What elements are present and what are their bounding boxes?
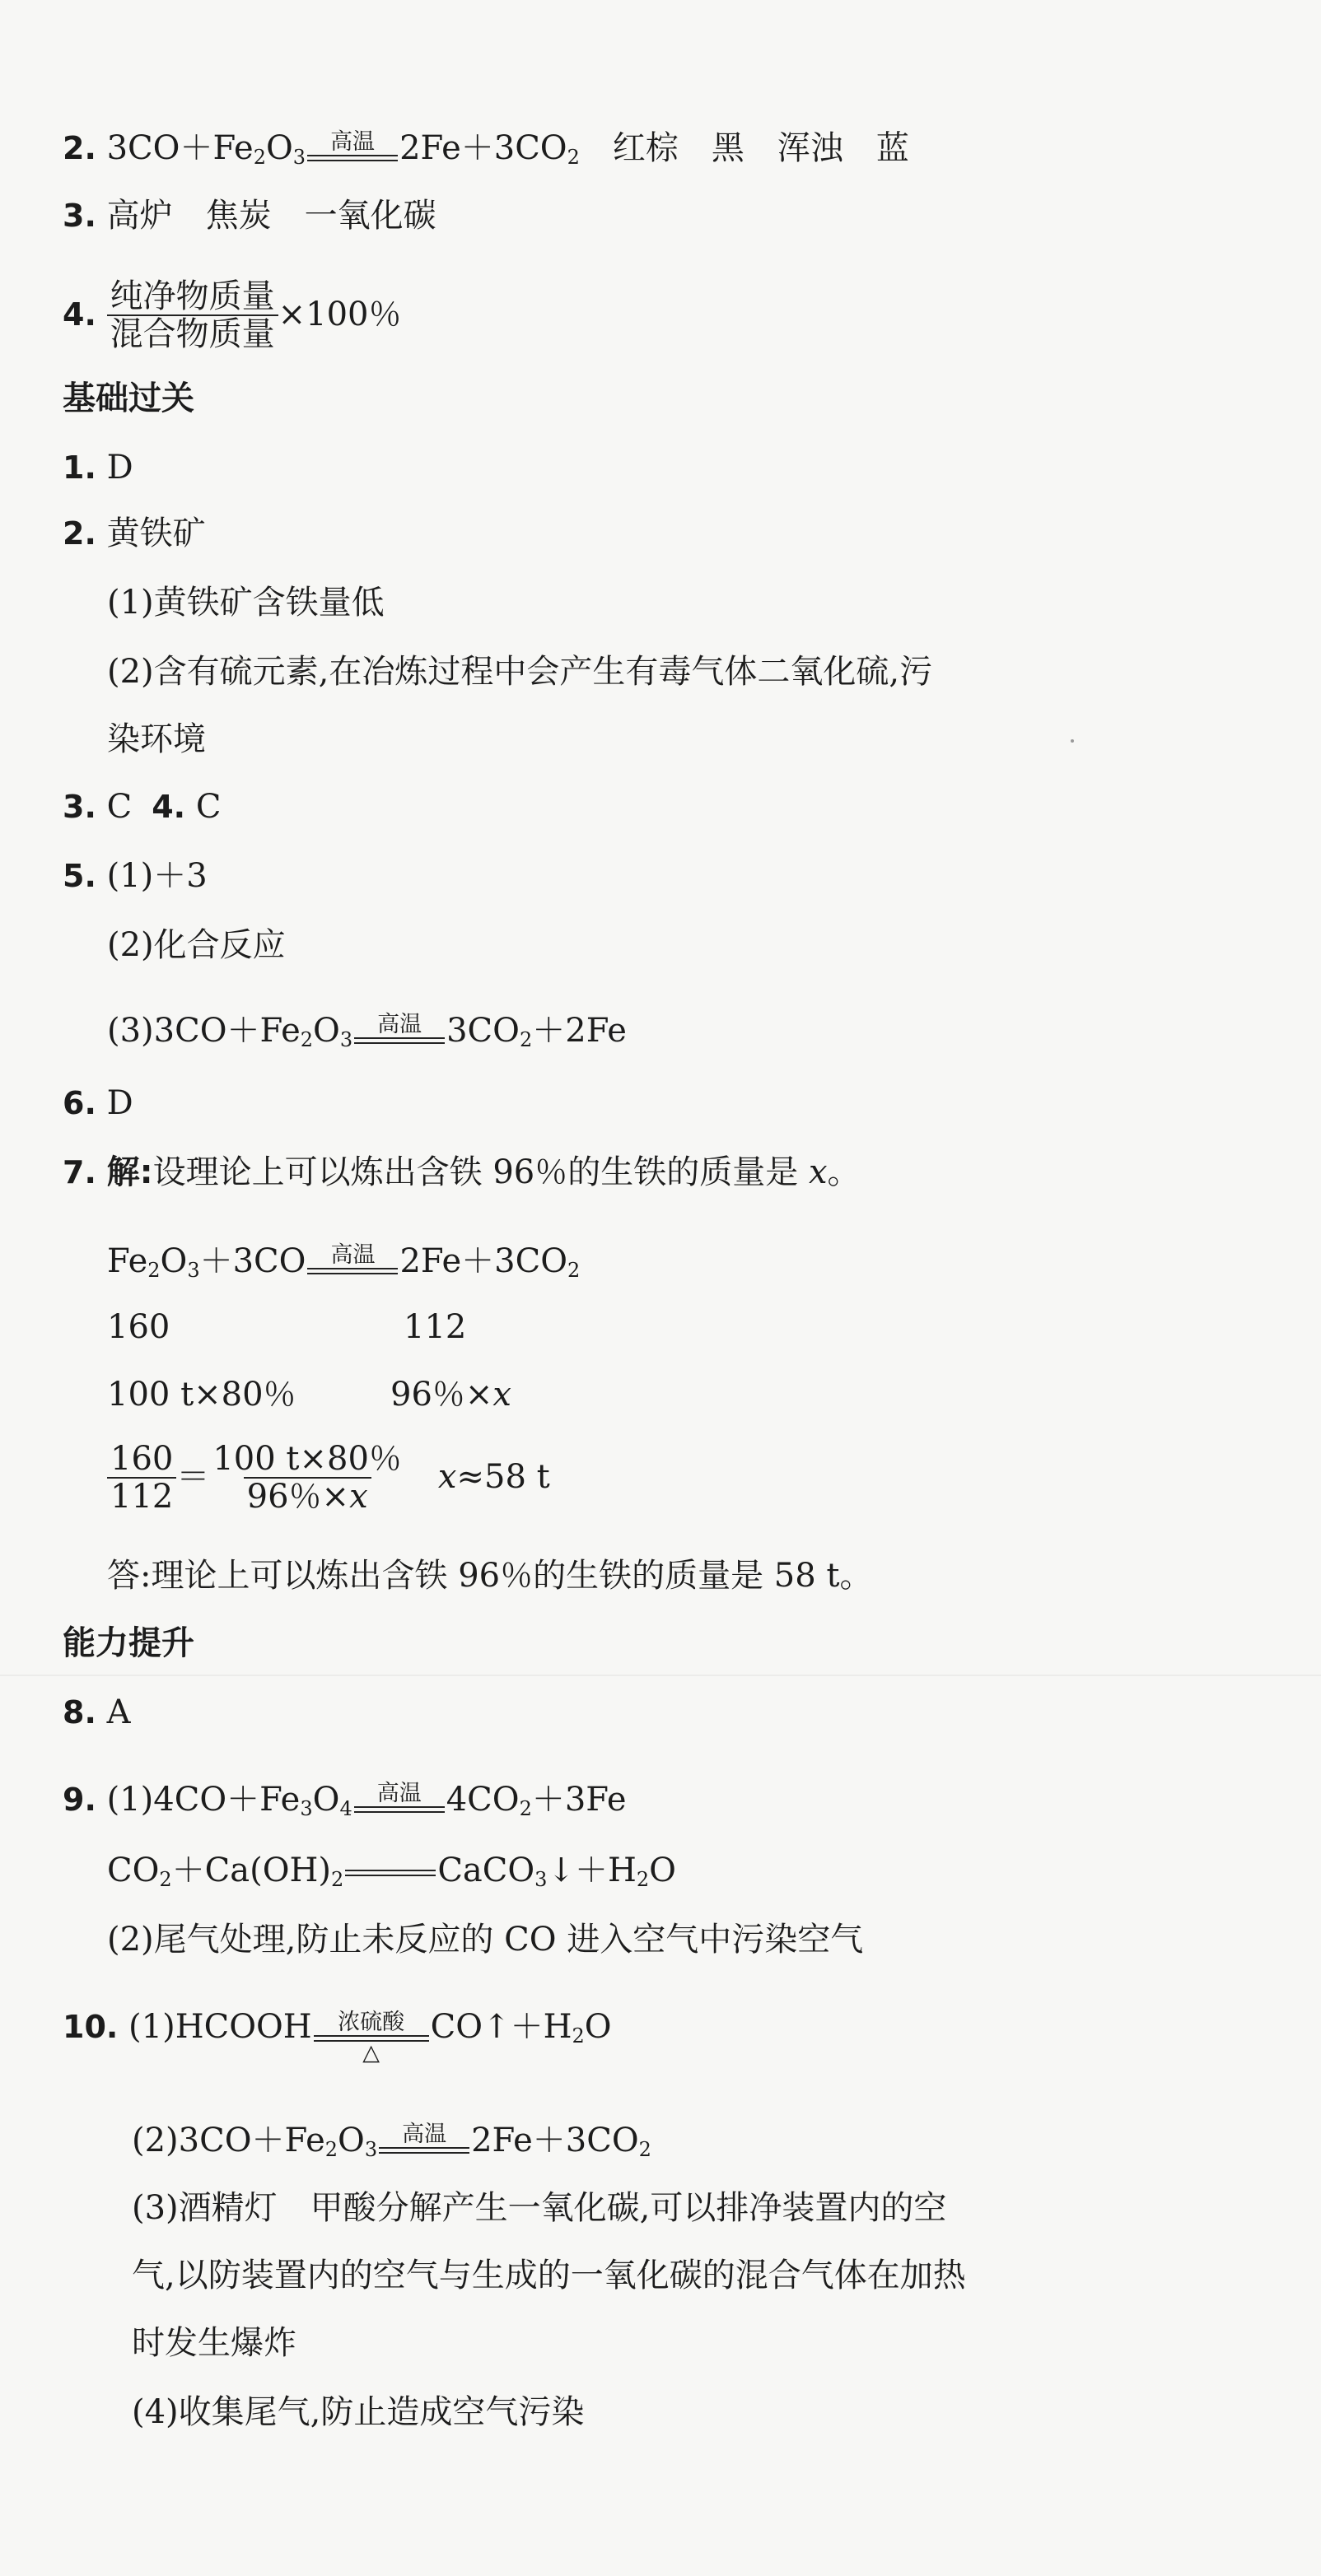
reaction-condition: 高温 (377, 1012, 422, 1037)
equation-text: (1)HCOOH (128, 2008, 312, 2046)
reaction-condition: 高温 (402, 2122, 447, 2147)
answer-4-line (63, 277, 402, 354)
double-line (345, 1870, 436, 1876)
item-number: 8. (63, 1694, 96, 1731)
equation-text: 3CO (446, 1012, 520, 1050)
equation-text: (2)3CO＋Fe (132, 2122, 325, 2159)
variable: x (808, 1153, 828, 1191)
answer-text: D (106, 449, 133, 487)
answer-3-line (63, 191, 436, 240)
reaction-condition-arrow (354, 1782, 445, 1813)
answer-text: 气,以防装置内的空气与生成的一氧化碳的混合气体在加热 (132, 2257, 966, 2294)
item-number: 4. (152, 789, 186, 825)
answer-3-4-line (63, 782, 221, 831)
answer-8-line (63, 1688, 131, 1737)
subscript: 2 (567, 146, 580, 169)
numerator: 160 (110, 1440, 174, 1478)
answer-text: D (106, 1084, 133, 1122)
equation-line (107, 1846, 676, 1895)
equation-text: CO↑＋H (430, 2008, 572, 2046)
answer-text: 高炉 焦炭 一氧化碳 (106, 197, 436, 235)
reaction-condition-arrow (314, 2010, 429, 2065)
double-line (354, 1806, 445, 1813)
subscript: 2 (300, 1028, 314, 1051)
fraction (209, 1441, 405, 1515)
equals-arrow (345, 1870, 436, 1876)
equation-text: CO (107, 1852, 160, 1889)
answer-text: 红棕 黑 浑浊 蓝 (612, 129, 909, 167)
denominator: 混合物质量 (107, 314, 278, 352)
answer-text: ×100％ (278, 296, 402, 333)
proportion-line (107, 1442, 550, 1516)
subscript: 3 (292, 146, 306, 169)
answer-text: A (106, 1693, 131, 1731)
equation-text: Fe (107, 1242, 148, 1280)
item-number: 6. (63, 1085, 96, 1121)
item-number: 1. (63, 450, 96, 486)
value-text-group (390, 1370, 511, 1419)
answer-text: (3)酒精灯 甲酸分解产生一氧化碳,可以排净装置内的空 (132, 2189, 947, 2227)
answer-text: (2)尾气处理,防止未反应的 CO 进入空气中污染空气 (107, 1921, 864, 1959)
item-number: 9. (63, 1782, 96, 1818)
equation-text: 2Fe＋3CO (471, 2122, 639, 2159)
equation-text: O (160, 1242, 188, 1280)
answer-10-line (63, 2002, 612, 2066)
answer-text: (1)黄铁矿含铁量低 (107, 584, 385, 622)
subscript: 2 (253, 146, 266, 169)
equation-line (107, 1006, 627, 1055)
equation-text: O (265, 129, 293, 167)
subscript: 2 (147, 1259, 161, 1282)
answer-text: (2)化合反应 (107, 926, 286, 964)
equation-text: O (649, 1852, 676, 1889)
subscript: 3 (339, 1028, 353, 1051)
divider (0, 1675, 1321, 1676)
item-number: 7. (63, 1154, 96, 1190)
equation-text: O (338, 2122, 365, 2159)
reaction-condition-arrow (379, 2122, 469, 2154)
subscript: 2 (519, 1797, 532, 1820)
variable: x (349, 1478, 368, 1516)
subscript: 3 (300, 1797, 313, 1820)
equation-line (132, 2116, 651, 2165)
answer-text: C (106, 788, 133, 826)
result-text: ≈58 t (456, 1458, 550, 1496)
reaction-condition-arrow (307, 1243, 398, 1274)
subscript: 3 (534, 1868, 548, 1891)
double-line (354, 1037, 445, 1044)
denominator (244, 1477, 371, 1515)
equation-text: ＋2Fe (532, 1012, 627, 1050)
value-text: 96％× (390, 1376, 493, 1414)
reaction-condition: 高温 (330, 1242, 376, 1268)
equation-text: O (313, 1012, 340, 1050)
subscript: 4 (339, 1797, 352, 1820)
item-number: 2. (63, 515, 96, 552)
equation-text: O (584, 2008, 612, 2046)
answer-text: 设理论上可以炼出含铁 96％的生铁的质量是 (152, 1153, 809, 1191)
denominator-text: 96％× (246, 1478, 350, 1516)
answer-5-line (63, 851, 208, 901)
answer-text: 染环境 (107, 720, 206, 758)
reaction-condition-arrow (307, 130, 398, 161)
subscript: 2 (638, 2138, 651, 2161)
answer-text: (4)收集尾气,防止造成空气污染 (132, 2393, 585, 2431)
item-number: 4. (63, 296, 96, 333)
subscript: 2 (519, 1028, 533, 1051)
speck (1071, 739, 1074, 743)
equation-text: 3CO＋Fe (106, 129, 254, 167)
value-text: 100 t×80％ (107, 1376, 296, 1414)
equation-text: 4CO (446, 1781, 520, 1819)
numerator: 100 t×80％ (212, 1440, 402, 1478)
reaction-condition: 浓硫酸 (338, 2010, 405, 2035)
equation-text: CaCO (437, 1852, 535, 1889)
answer-2-line (63, 123, 909, 173)
equals-sign: ＝ (176, 1458, 210, 1496)
answer-text: 时发生爆炸 (132, 2324, 296, 2362)
answer-7-line (63, 1148, 861, 1197)
subscript: 2 (324, 2138, 338, 2161)
subscript: 2 (636, 1868, 650, 1891)
answer-2-line (63, 509, 206, 558)
double-line (307, 1268, 398, 1274)
fraction (107, 1441, 176, 1515)
molar-mass-line (107, 1302, 170, 1352)
subscript: 2 (567, 1259, 581, 1282)
equation-text: O (312, 1781, 340, 1819)
item-number: 2. (63, 130, 96, 166)
heating-symbol: △ (362, 2040, 380, 2066)
numerator: 纯净物质量 (110, 277, 275, 315)
equation-line (107, 1237, 580, 1286)
variable: x (492, 1376, 511, 1414)
section-heading: 基础过关 (63, 380, 194, 417)
value-text: 112 (404, 1308, 467, 1346)
answer-text: C (195, 788, 222, 826)
equation-text: (3)3CO＋Fe (107, 1012, 301, 1050)
answer-6-line (63, 1078, 133, 1128)
subscript: 2 (331, 1868, 344, 1891)
item-number: 10. (63, 2009, 119, 2045)
equation-text: ↓＋H (547, 1852, 637, 1889)
subscript: 2 (572, 2024, 585, 2047)
item-number: 3. (63, 198, 96, 234)
fraction (107, 278, 278, 352)
double-line (307, 155, 398, 161)
equation-text: (1)4CO＋Fe (106, 1781, 301, 1819)
answer-text: 。 (827, 1153, 861, 1191)
equation-text: 2Fe＋3CO (399, 129, 567, 167)
solution-label: 解: (106, 1153, 153, 1191)
answer-text: (1)＋3 (106, 857, 208, 895)
reaction-condition: 高温 (376, 1781, 422, 1806)
equation-text: 2Fe＋3CO (399, 1242, 568, 1280)
subscript: 3 (364, 2138, 378, 2161)
reaction-condition: 高温 (330, 129, 376, 155)
equation-text: ＋Ca(OH) (171, 1852, 332, 1889)
item-number: 3. (63, 789, 96, 825)
answer-text: 答:理论上可以炼出含铁 96％的生铁的质量是 58 t。 (107, 1557, 873, 1595)
answer-9-line (63, 1775, 627, 1824)
answer-1-line (63, 443, 133, 492)
item-number: 5. (63, 858, 96, 894)
variable: x (437, 1458, 457, 1496)
subscript: 2 (159, 1868, 172, 1891)
answer-text: 黄铁矿 (106, 515, 206, 552)
answer-text: (2)含有硫元素,在冶炼过程中会产生有毒气体二氧化硫,污 (107, 653, 933, 691)
section-heading: 能力提升 (63, 1624, 194, 1662)
equation-text: ＋3CO (199, 1242, 306, 1280)
value-text: 160 (107, 1308, 170, 1346)
subscript: 3 (187, 1259, 200, 1282)
denominator: 112 (107, 1477, 176, 1515)
double-line (379, 2147, 469, 2154)
equation-text: ＋3Fe (531, 1781, 627, 1819)
reaction-condition-arrow (354, 1013, 445, 1044)
